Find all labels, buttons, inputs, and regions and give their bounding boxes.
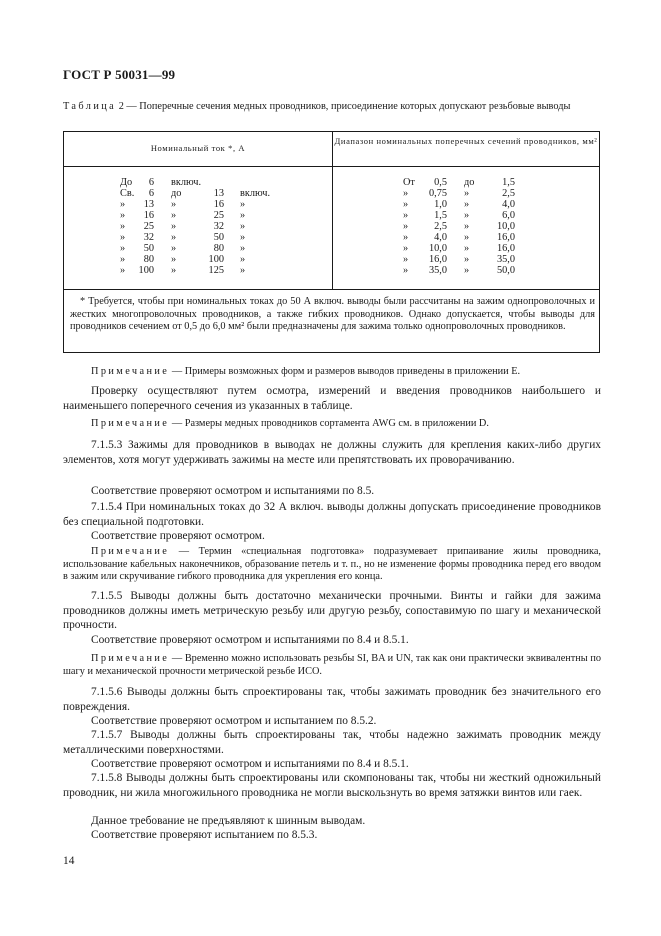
section-cell: » [403, 199, 409, 210]
section-cell: » [403, 210, 409, 221]
current-cell: » [240, 210, 246, 221]
section-cell: » [464, 210, 470, 221]
section-cell: » [403, 243, 409, 254]
current-cell: » [120, 254, 126, 265]
section-cell: до [464, 177, 475, 188]
current-row [64, 188, 332, 199]
column-header-current: Номинальный ток *, А [150, 143, 246, 153]
note-label: Примечание [91, 366, 170, 377]
current-cell: 50 [143, 243, 154, 254]
section-cell: » [464, 265, 470, 276]
section-cell: 4,0 [434, 232, 447, 243]
current-cell: 80 [143, 254, 154, 265]
paragraph: Соответствие проверяют осмотром. [91, 530, 265, 542]
note-text: — Размеры медных проводников сортамента AWG см. в приложении D. [169, 418, 489, 429]
current-row [64, 199, 332, 210]
section-cell: » [403, 232, 409, 243]
note-label: Примечание [91, 418, 170, 429]
section-cell: 1,5 [434, 210, 447, 221]
section-cell: 2,5 [434, 221, 447, 232]
section-cell: 0,75 [428, 188, 447, 199]
current-cell: 6 [148, 188, 154, 199]
current-cell: 6 [148, 177, 154, 188]
section-row [333, 243, 599, 254]
current-cell: 32 [213, 221, 224, 232]
section-cell: » [403, 221, 409, 232]
current-cell: 13 [213, 188, 224, 199]
table-caption-text: 2 — Поперечные сечения медных проводников, присоединение которых допускают резьбовые выводы [118, 101, 571, 112]
section-row [333, 254, 599, 265]
section-row [333, 232, 599, 243]
clause-7-1-5-4: 7.1.5.4 При номинальных токах до 32 А включ. выводы должны допускать присоединение проводников без специальной подготовки. [63, 501, 601, 528]
current-cell: » [171, 210, 177, 221]
current-cell: » [240, 199, 246, 210]
section-cell: » [403, 265, 409, 276]
section-cell: 2,5 [502, 188, 515, 199]
section-cell: » [464, 221, 470, 232]
current-row [64, 177, 332, 188]
section-cell: » [403, 254, 409, 265]
table-footnote: * Требуется, чтобы при номинальных токах до 50 А включ. выводы были рассчитаны на зажим однопроволочных и жестких многопроволочных проводников, а также гибких проводников. Однако допускается, чтобы выводы для проводников сечением от 0,5 до 6,0 мм² были предназначены для зажима только однопроволочных проводников. [70, 296, 595, 332]
current-cell: 13 [143, 199, 154, 210]
current-cell: 100 [138, 265, 154, 276]
clause-7-1-5-3: 7.1.5.3 Зажимы для проводников в выводах не должны служить для крепления каких-либо других элементов, хотя могут удерживать зажимы на месте или препятствовать их проворачиванию. [63, 439, 601, 466]
current-cell: до [171, 188, 182, 199]
current-cell: » [120, 221, 126, 232]
section-row [333, 177, 599, 188]
note-examples [63, 366, 601, 379]
section-cell: 1,0 [434, 199, 447, 210]
paragraph: Соответствие проверяют осмотром и испытаниями по 8.5. [91, 485, 375, 497]
current-cell: включ. [240, 188, 271, 199]
current-cell: » [171, 199, 177, 210]
paragraph: Проверку осуществляют путем осмотра, измерений и введения проводников наибольшего и наименьшего поперечного сечения из указанных в таблице. [63, 385, 601, 412]
current-cell: 80 [213, 243, 224, 254]
note-special-preparation [63, 546, 601, 584]
section-cell: 50,0 [496, 265, 515, 276]
table-footnote-divider [64, 289, 599, 290]
current-cell: 100 [208, 254, 224, 265]
current-cell: » [240, 265, 246, 276]
current-cell: 125 [208, 265, 224, 276]
current-cell: » [120, 265, 126, 276]
current-cell: Св. [120, 188, 135, 199]
current-cell: » [240, 232, 246, 243]
clause-7-1-5-5: 7.1.5.5 Выводы должны быть достаточно механически прочными. Винты и гайки для зажима проводников должны иметь метрическую резьбу или другую резьбу, сопоставимую по шагу и механической прочности. [63, 590, 601, 631]
paragraph: Соответствие проверяют испытанием по 8.5.3. [91, 829, 318, 841]
clause-7-1-5-8: 7.1.5.8 Выводы должны быть спроектированы или скомпонованы так, чтобы ни жесткий одножильный проводник, ни жила многожильного проводника не могли выскользнуть во время затяжки винтов или гаек. [63, 772, 601, 799]
section-row [333, 265, 599, 276]
current-cell: » [120, 199, 126, 210]
current-cell: » [171, 243, 177, 254]
cross-section-table [63, 131, 600, 353]
current-cell: » [240, 221, 246, 232]
document-title: ГОСТ Р 50031—99 [63, 67, 176, 82]
note-awg [63, 418, 601, 431]
section-row [333, 210, 599, 221]
section-cell: 1,5 [502, 177, 515, 188]
section-cell: » [403, 188, 409, 199]
current-cell: » [171, 254, 177, 265]
current-row [64, 254, 332, 265]
section-cell: » [464, 199, 470, 210]
note-threads [63, 653, 601, 678]
current-cell: » [171, 232, 177, 243]
current-cell: » [120, 243, 126, 254]
current-cell: 25 [213, 210, 224, 221]
current-cell: 16 [213, 199, 224, 210]
current-row [64, 210, 332, 221]
current-cell: » [171, 265, 177, 276]
current-cell: 25 [143, 221, 154, 232]
paragraph: Соответствие проверяют осмотром и испытаниями по 8.4 и 8.5.1. [91, 634, 409, 646]
current-cell: » [120, 210, 126, 221]
section-cell: » [464, 232, 470, 243]
current-cell: » [120, 232, 126, 243]
section-cell: » [464, 254, 470, 265]
section-cell: 10,0 [496, 221, 515, 232]
paragraph: Соответствие проверяют осмотром и испытанием по 8.5.2. [91, 715, 377, 727]
section-cell: 16,0 [428, 254, 447, 265]
current-cell: 50 [213, 232, 224, 243]
current-row [64, 221, 332, 232]
note-label: Примечание [91, 653, 170, 664]
note-label: Примечание [91, 546, 170, 557]
column-header-cross-section: Диапазон номинальных поперечных сечений проводников, мм² [334, 136, 598, 146]
section-cell: 4,0 [502, 199, 515, 210]
current-cell: » [240, 254, 246, 265]
note-text: — Термин «специальная подготовка» подразумевает припаивание жилы проводника, использование кабельных наконечников, образование петель и т. п., но не изменение формы проводника перед его вводом в зажим или скручивание гибкого проводника для укрепления его конца. [63, 546, 601, 582]
current-row [64, 232, 332, 243]
section-row [333, 221, 599, 232]
table-header-divider [64, 166, 599, 167]
current-cell: включ. [171, 177, 202, 188]
current-cell: » [171, 221, 177, 232]
section-cell: 10,0 [428, 243, 447, 254]
section-cell: » [464, 188, 470, 199]
page-number: 14 [63, 855, 75, 867]
section-cell: От [403, 177, 415, 188]
current-cell: » [240, 243, 246, 254]
current-cell: До [120, 177, 133, 188]
section-row [333, 188, 599, 199]
section-cell: 16,0 [496, 243, 515, 254]
section-row [333, 199, 599, 210]
section-cell: 35,0 [428, 265, 447, 276]
table-caption-label: Таблица [63, 101, 117, 112]
current-cell: 16 [143, 210, 154, 221]
paragraph: Данное требование не предъявляют к шинным выводам. [91, 815, 366, 827]
current-row [64, 265, 332, 276]
note-text: — Временно можно использовать резьбы SI, BA и UN, так как они практически эквивалентны по шагу и механической прочности метрической резьбе ИСО. [63, 653, 601, 677]
clause-7-1-5-7: 7.1.5.7 Выводы должны быть спроектированы так, чтобы надежно зажимать проводник между металлическими поверхностями. [63, 729, 601, 756]
section-cell: 0,5 [434, 177, 447, 188]
current-cell: 32 [143, 232, 154, 243]
clause-7-1-5-6: 7.1.5.6 Выводы должны быть спроектированы так, чтобы зажимать проводник без значительного его повреждения. [63, 686, 601, 713]
section-cell: » [464, 243, 470, 254]
section-cell: 6,0 [502, 210, 515, 221]
paragraph: Соответствие проверяют осмотром и испытаниями по 8.4 и 8.5.1. [91, 758, 409, 770]
section-cell: 16,0 [496, 232, 515, 243]
table-caption [63, 101, 603, 113]
section-cell: 35,0 [496, 254, 515, 265]
note-text: — Примеры возможных форм и размеров выводов приведены в приложении Е. [169, 366, 521, 377]
current-row [64, 243, 332, 254]
